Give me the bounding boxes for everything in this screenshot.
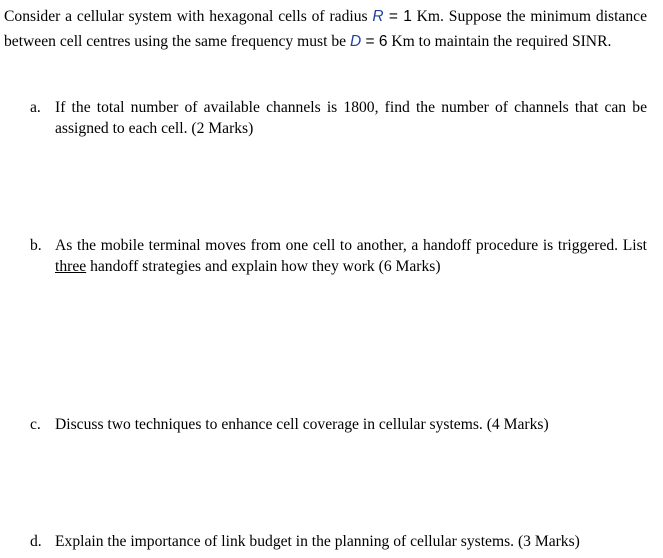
- intro-text-1: Consider a cellular system with hexagonal cells of radius: [4, 8, 373, 25]
- intro-text-2: Km. Suppose the minimum distance between cell centres using the same frequency must be: [4, 8, 647, 50]
- distance-value: = 6: [361, 33, 388, 50]
- question-d: [30, 531, 647, 552]
- question-c: [30, 414, 647, 435]
- distance-equation: [350, 33, 388, 50]
- radius-value: = 1: [383, 8, 412, 25]
- question-a-letter: a.: [30, 99, 41, 116]
- question-c-text: Discuss two techniques to enhance cell coverage in cellular systems. (4 Marks): [55, 416, 549, 433]
- question-b-text-2: handoff strategies and explain how they work (6 Marks): [86, 258, 441, 275]
- problem-statement: [4, 4, 647, 54]
- question-b-text: [55, 235, 647, 277]
- distance-symbol: D: [349, 33, 362, 50]
- question-d-text: Explain the importance of link budget in the planning of cellular systems. (3 Marks): [55, 533, 580, 550]
- question-b-letter: b.: [30, 237, 42, 254]
- question-b: [30, 235, 647, 277]
- question-a: [30, 97, 647, 139]
- question-d-letter: d.: [30, 533, 42, 550]
- question-c-letter: c.: [30, 416, 41, 433]
- question-a-text: If the total number of available channels is 1800, find the number of channels that can be assigned to each cell. (2 Marks): [55, 99, 647, 137]
- question-b-text-1: As the mobile terminal moves from one cell to another, a handoff procedure is triggered. List: [55, 237, 647, 254]
- radius-equation: [372, 8, 411, 25]
- question-b-underlined-word: three: [55, 258, 87, 275]
- intro-text-3: Km to maintain the required SINR.: [387, 33, 612, 50]
- radius-symbol: R: [372, 8, 384, 25]
